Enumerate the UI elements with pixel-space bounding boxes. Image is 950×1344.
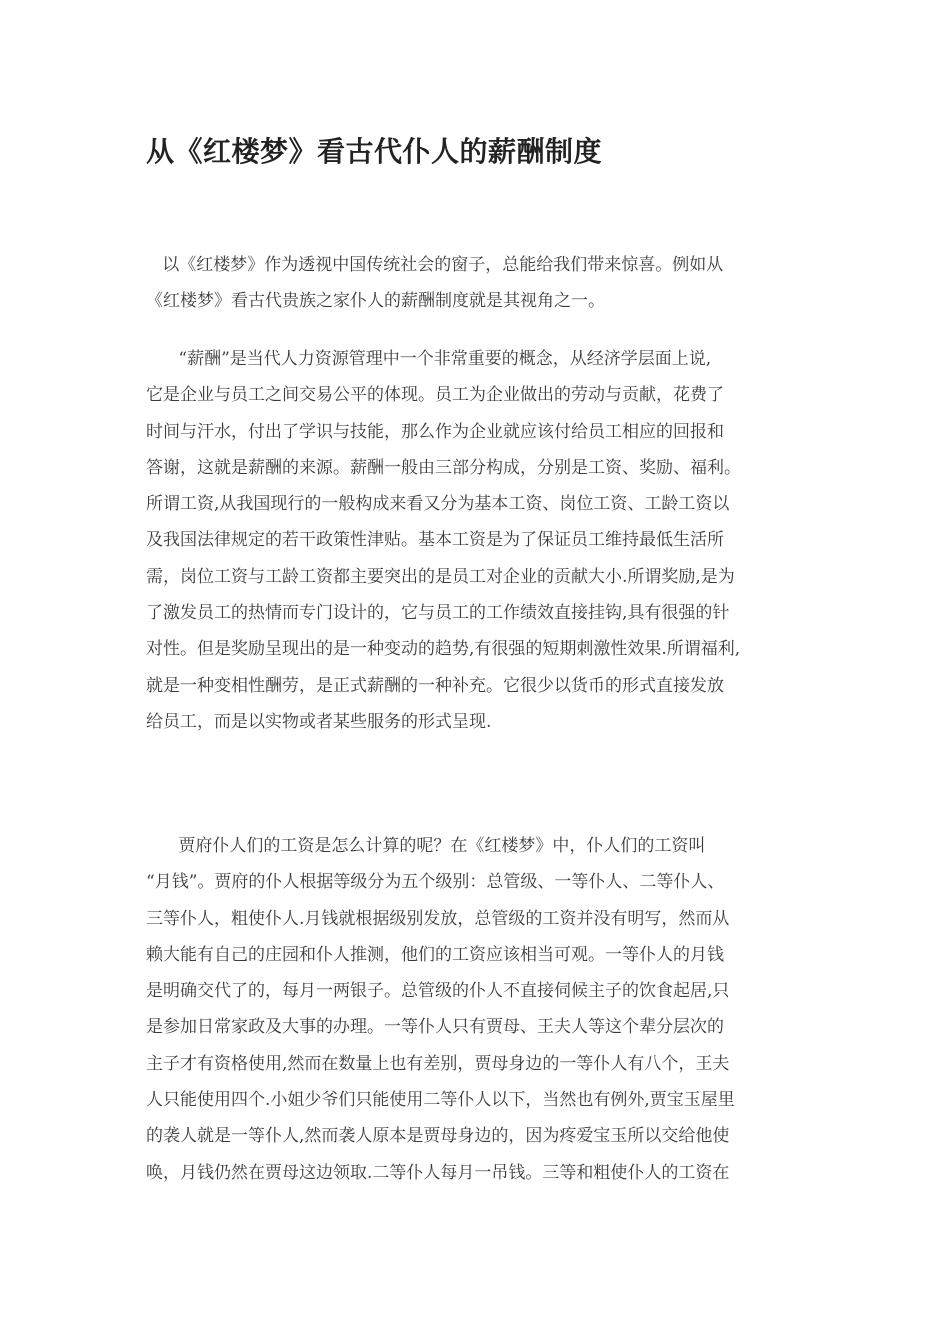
- text-line: 了激发员工的热情而专门设计的，它与员工的工作绩效直接挂钩,具有很强的针: [146, 603, 730, 624]
- text-line: 就是一种变相性酬劳，是正式薪酬的一种补充。它很少以货币的形式直接发放: [146, 675, 724, 696]
- text-line: 的袭人就是一等仆人,然而袭人原本是贾母身边的，因为疼爱宝玉所以交给他使: [146, 1126, 730, 1147]
- text-line: 它是企业与员工之间交易公平的体现。员工为企业做出的劳动与贡献，花费了: [146, 385, 724, 406]
- text-line: 所谓工资,从我国现行的一般构成来看又分为基本工资、岗位工资、工龄工资以: [146, 494, 730, 515]
- text-line: 是明确交代了的，每月一两银子。总管级的仆人不直接伺候主子的饮食起居,只: [146, 981, 730, 1002]
- paragraph-jia-mansion-wages: [146, 828, 826, 1191]
- text-line: “月钱”。贾府的仆人根据等级分为五个级别：总管级、一等仆人、二等仆人、: [146, 872, 725, 893]
- text-line: 贾府仆人们的工资是怎么计算的呢？在《红楼梦》中，仆人们的工资叫: [146, 836, 706, 856]
- document-title: 从《红楼梦》看古代仆人的薪酬制度: [146, 135, 603, 168]
- text-line: 唤，月钱仍然在贾母这边领取.二等仆人每月一吊钱。三等和粗使仆人的工资在: [146, 1162, 730, 1183]
- paragraph-intro: [146, 247, 826, 320]
- text-line: 主子才有资格使用,然而在数量上也有差别，贾母身边的一等仆人有八个，王夫: [146, 1053, 730, 1074]
- text-line: 三等仆人，粗使仆人.月钱就根据级别发放，总管级的工资并没有明写，然而从: [146, 908, 730, 929]
- text-line: 答谢，这就是薪酬的来源。薪酬一般由三部分构成，分别是工资、奖励、福利。: [146, 457, 741, 478]
- text-line: “薪酬”是当代人力资源管理中一个非常重要的概念，从经济学层面上说,: [146, 349, 712, 369]
- text-line: 时间与汗水，付出了学识与技能，那么作为企业就应该付给员工相应的回报和: [146, 421, 724, 442]
- text-line: 人只能使用四个.小姐少爷们只能使用二等仆人以下，当然也有例外,贾宝玉屋里: [146, 1090, 735, 1111]
- text-line: 对性。但是奖励呈现出的是一种变动的趋势,有很强的短期刺激性效果.所谓福利,: [146, 639, 741, 660]
- paragraph-salary-concept: [146, 341, 826, 740]
- text-line: 给员工，而是以实物或者某些服务的形式呈现.: [146, 711, 492, 732]
- text-line: 以《红楼梦》作为透视中国传统社会的窗子，总能给我们带来惊喜。例如从: [146, 255, 724, 275]
- text-line: 及我国法律规定的若干政策性津贴。基本工资是为了保证员工维持最低生活所: [146, 530, 724, 551]
- text-line: 是参加日常家政及大事的办理。一等仆人只有贾母、王夫人等这个辈分层次的: [146, 1017, 724, 1038]
- text-line: 需，岗位工资与工龄工资都主要突出的是员工对企业的贡献大小.所谓奖励,是为: [146, 566, 735, 587]
- text-line: 《红楼梦》看古代贵族之家仆人的薪酬制度就是其视角之一。: [146, 291, 605, 312]
- text-line: 赖大能有自己的庄园和仆人推测，他们的工资应该相当可观。一等仆人的月钱: [146, 944, 724, 965]
